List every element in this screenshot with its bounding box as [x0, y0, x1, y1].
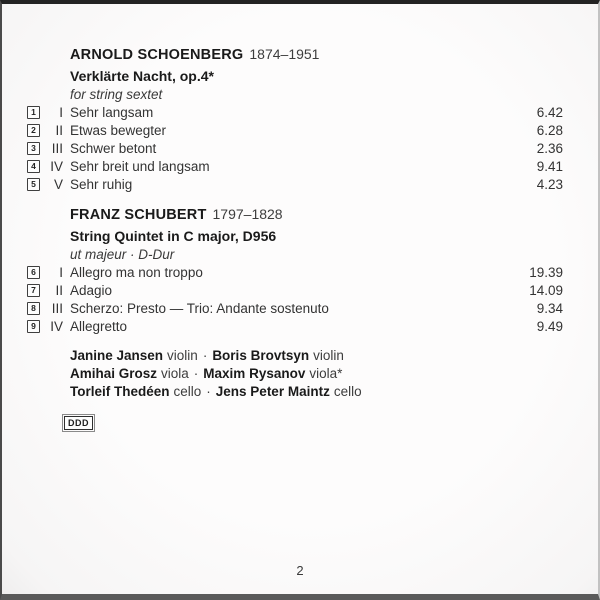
track-number-box: 8 [27, 302, 40, 315]
track-number-box: 1 [27, 106, 40, 119]
movement-title: Sehr langsam [70, 104, 154, 120]
composer-dates: 1874–1951 [249, 46, 320, 62]
movement-numeral: V [53, 176, 63, 192]
movement-title: Scherzo: Presto — Trio: Andante sostenuto [70, 300, 329, 316]
performer-instrument: cello [333, 384, 362, 399]
section-schoenberg [2, 44, 563, 193]
track-row [2, 157, 563, 175]
performer-name: Maxim Rysanov [203, 366, 306, 381]
track-duration: 9.41 [536, 158, 563, 174]
composer-name: FRANZ SCHUBERT [70, 207, 207, 223]
track-number-box: 7 [27, 284, 40, 297]
performer-instrument: violin [313, 348, 344, 363]
page-number: 2 [296, 563, 304, 578]
section-schubert [2, 204, 563, 335]
track-row [2, 175, 563, 193]
movement-numeral: III [51, 300, 63, 316]
composer-name: ARNOLD SCHOENBERG [70, 47, 244, 63]
track-number-box: 6 [27, 266, 40, 279]
track-duration: 14.09 [529, 282, 563, 298]
track-row [2, 103, 563, 121]
performer-name: Amihai Grosz [70, 366, 158, 381]
movement-numeral: II [55, 122, 63, 138]
movement-title: Adagio [70, 282, 113, 298]
track-number-box: 3 [27, 142, 40, 155]
track-duration: 6.42 [536, 104, 563, 120]
movement-title: Schwer betont [70, 140, 157, 156]
work-subtitle: for string sextet [70, 87, 163, 102]
work-title: String Quintet in C major, D956 [70, 228, 277, 244]
separator-dot: · [202, 348, 208, 363]
movement-title: Allegro ma non troppo [70, 264, 203, 280]
performer-name: Janine Jansen [70, 348, 164, 363]
performer-name: Torleif Thedéen [70, 384, 170, 399]
movement-numeral: II [55, 282, 63, 298]
ddd-format-badge: DDD [64, 416, 93, 430]
track-row [2, 299, 563, 317]
movement-title: Allegretto [70, 318, 128, 334]
performer-instrument: viola* [309, 366, 343, 381]
performer-line [70, 365, 563, 383]
performer-instrument: viola [161, 366, 189, 381]
movement-title: Etwas bewegter [70, 122, 167, 138]
composer-heading [70, 204, 563, 226]
performer-instrument: cello [173, 384, 202, 399]
track-row [2, 281, 563, 299]
movement-numeral: IV [50, 158, 63, 174]
composer-heading [70, 44, 563, 66]
work-subtitle: ut majeur · D-Dur [70, 247, 175, 262]
track-duration: 19.39 [529, 264, 563, 280]
track-row [2, 317, 563, 335]
track-row [2, 139, 563, 157]
movement-title: Sehr breit und langsam [70, 158, 210, 174]
track-duration: 9.49 [536, 318, 563, 334]
performers-block [70, 347, 563, 401]
separator-dot: · [206, 384, 211, 399]
movement-numeral: I [59, 264, 63, 280]
composer-dates: 1797–1828 [212, 206, 283, 222]
movement-numeral: III [51, 140, 63, 156]
track-number-box: 2 [27, 124, 40, 137]
track-row [2, 121, 563, 139]
movement-numeral: IV [50, 318, 63, 334]
performer-line [70, 347, 563, 365]
performer-name: Boris Brovtsyn [212, 348, 310, 363]
track-number-box: 5 [27, 178, 40, 191]
track-duration: 6.28 [536, 122, 563, 138]
track-number-box: 4 [27, 160, 40, 173]
track-duration: 2.36 [536, 140, 563, 156]
work-title: Verklärte Nacht, op.4* [70, 68, 214, 84]
movement-title: Sehr ruhig [70, 176, 133, 192]
track-row [2, 263, 563, 281]
track-number-box: 9 [27, 320, 40, 333]
performer-instrument: violin [167, 348, 198, 363]
track-duration: 9.34 [536, 300, 563, 316]
performer-name: Jens Peter Maintz [215, 384, 330, 399]
separator-dot: · [193, 366, 199, 381]
movement-numeral: I [59, 104, 63, 120]
performer-line [70, 383, 563, 401]
tracklist-content [2, 4, 598, 430]
track-duration: 4.23 [536, 176, 563, 192]
